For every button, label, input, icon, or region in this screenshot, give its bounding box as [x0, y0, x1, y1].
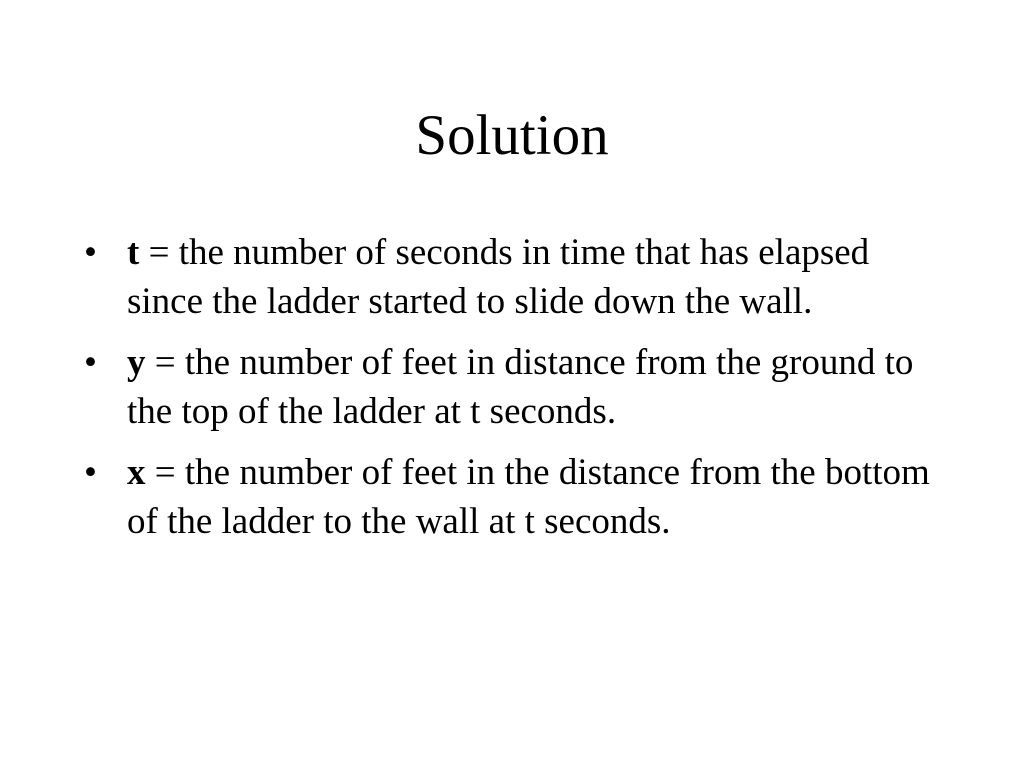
equals-sign: =: [139, 232, 179, 273]
slide-title: Solution: [415, 104, 609, 167]
bullet-text: the number of feet in the distance from the bottom of the ladder to the wall at t seconds.: [127, 452, 930, 542]
bullet-item-x: [84, 448, 944, 546]
equals-sign: =: [145, 452, 185, 493]
bullet-icon: •: [84, 232, 97, 273]
bullet-icon: •: [84, 342, 97, 383]
bullet-text: the number of seconds in time that has elapsed since the ladder started to slide down the wall.: [127, 232, 870, 322]
variable-term: x: [127, 452, 146, 493]
variable-term: y: [127, 342, 146, 383]
bullet-list: [84, 228, 944, 558]
bullet-item-y: [84, 338, 944, 436]
bullet-text: the number of feet in distance from the ground to the top of the ladder at t seconds.: [127, 342, 914, 432]
variable-term: t: [127, 232, 140, 273]
equals-sign: =: [145, 342, 185, 383]
bullet-item-t: [84, 228, 944, 326]
bullet-icon: •: [84, 452, 97, 493]
